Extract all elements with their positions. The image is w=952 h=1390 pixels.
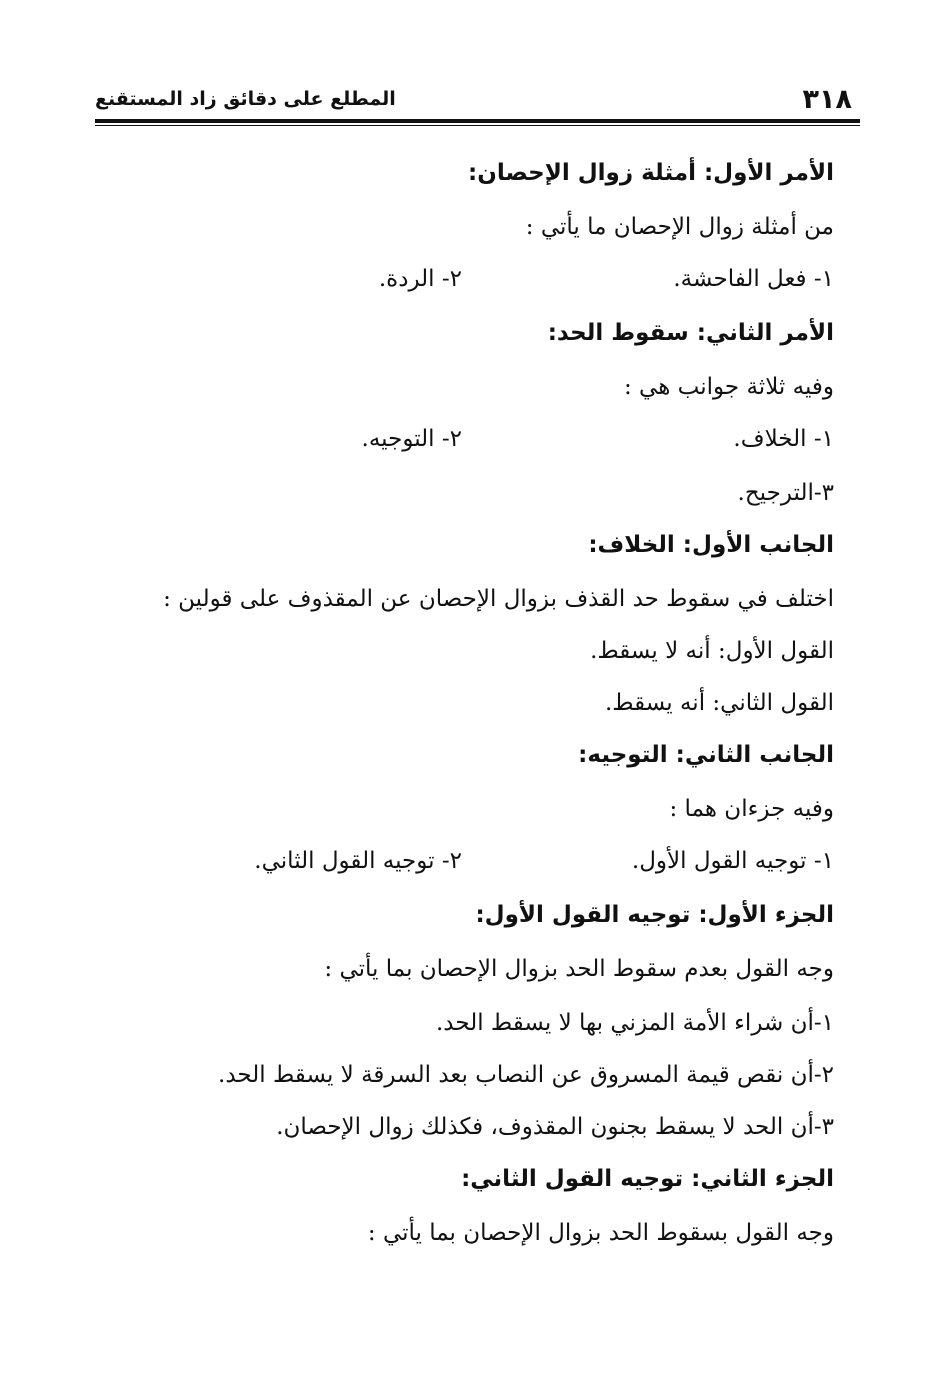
section-heading: الجزء الثاني: توجيه القول الثاني: — [461, 1166, 834, 1192]
section-heading: الأمر الثاني: سقوط الحد: — [547, 320, 834, 346]
list-item: ١- فعل الفاحشة. — [673, 266, 834, 292]
list-item: ٢- توجيه القول الثاني. — [254, 848, 462, 874]
book-title: المطلع على دقائق زاد المستقنع — [95, 88, 396, 110]
list-item: ٣-أن الحد لا يسقط بجنون المقذوف، فكذلك زوال الإحصان. — [276, 1114, 834, 1140]
list-item: ١- الخلاف. — [733, 426, 834, 452]
text-line: وفيه ثلاثة جوانب هي : — [624, 374, 834, 400]
list-item: ٢-أن نقص قيمة المسروق عن النصاب بعد السرقة لا يسقط الحد. — [218, 1062, 834, 1088]
list-item: ٣-الترجيح. — [737, 480, 834, 506]
page-number: ٣١٨ — [802, 84, 852, 115]
text-line: القول الأول: أنه لا يسقط. — [590, 638, 834, 664]
list-item: ٢- الردة. — [378, 266, 462, 292]
page-header — [95, 82, 860, 122]
section-heading: الأمر الأول: أمثلة زوال الإحصان: — [468, 160, 834, 186]
section-heading: الجزء الأول: توجيه القول الأول: — [475, 902, 834, 928]
text-line: اختلف في سقوط حد القذف بزوال الإحصان عن المقذوف على قولين : — [163, 586, 834, 612]
text-line: وفيه جزءان هما : — [669, 796, 834, 822]
section-heading: الجانب الثاني: التوجيه: — [578, 742, 834, 768]
header-rule-thin — [95, 125, 860, 126]
list-item: ٢- التوجيه. — [361, 426, 462, 452]
list-item: ١-أن شراء الأمة المزني بها لا يسقط الحد. — [435, 1010, 834, 1036]
text-line: من أمثلة زوال الإحصان ما يأتي : — [525, 214, 834, 240]
text-line: القول الثاني: أنه يسقط. — [604, 690, 834, 716]
list-item: ١- توجيه القول الأول. — [631, 848, 834, 874]
section-heading: الجانب الأول: الخلاف: — [588, 532, 834, 558]
text-line: وجه القول بعدم سقوط الحد بزوال الإحصان بما يأتي : — [324, 956, 834, 982]
text-line: وجه القول بسقوط الحد بزوال الإحصان بما يأتي : — [367, 1220, 834, 1246]
header-rule-thick — [95, 119, 860, 123]
